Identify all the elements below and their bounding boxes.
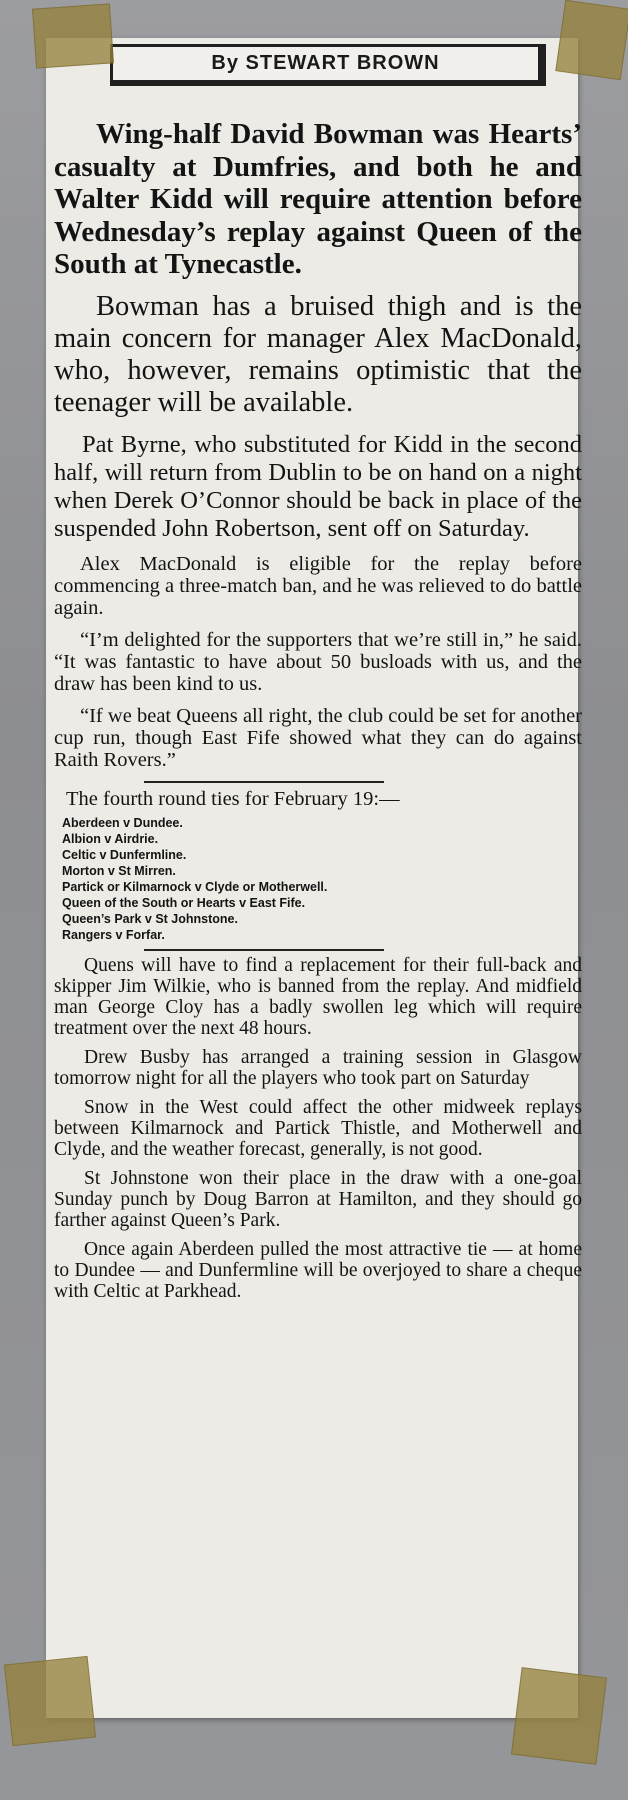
byline-box <box>110 44 546 86</box>
list-item: Partick or Kilmarnock v Clyde or Motherwell. <box>62 879 328 894</box>
list-item: Queen’s Park v St Johnstone. <box>62 911 238 926</box>
article-body <box>54 118 582 1310</box>
paragraph: Alex MacDonald is eligible for the replay before commencing a three-match ban, and he was relieved to do battle again. <box>54 552 582 619</box>
paragraph: St Johnstone won their place in the draw with a one-goal Sunday punch by Doug Barron at Hamilton, and they should go farther against Queen’s Park. <box>54 1167 582 1231</box>
divider <box>144 781 384 783</box>
paragraph: Quens will have to find a replacement for their full-back and skipper Jim Wilkie, who is banned from the replay. And midfield man George Cloy has a badly swollen leg which will require treatment over the next 48 hours. <box>54 954 582 1039</box>
paragraph: “I’m delighted for the supporters that we’re still in,” he said. “It was fantastic to have about 50 busloads with us, and the draw has been kind to us. <box>54 628 582 695</box>
list-item: Rangers v Forfar. <box>62 927 165 942</box>
paragraph: Bowman has a bruised thigh and is the main concern for manager Alex MacDonald, who, however, remains optimistic that the teenager will be available. <box>54 290 582 418</box>
list-item: Aberdeen v Dundee. <box>62 815 183 830</box>
divider <box>144 949 384 951</box>
byline: By STEWART BROWN <box>211 52 440 74</box>
tape-top-left <box>32 3 114 68</box>
list-item: Queen of the South or Hearts v East Fife. <box>62 895 306 910</box>
ties-heading: The fourth round ties for February 19:— <box>66 787 400 810</box>
lead-paragraph: Wing-half David Bowman was Hearts’ casualty at Dumfries, and both he and Walter Kidd will require attention before Wednesday’s replay against Queen of the South at Tynecastle. <box>54 118 582 280</box>
paragraph: “If we beat Queens all right, the club could be set for another cup run, though East Fife showed what they can do against Raith Rovers.” <box>54 704 582 771</box>
paragraph: Drew Busby has arranged a training session in Glasgow tomorrow night for all the players who took part on Saturday <box>54 1046 582 1089</box>
paragraph: Once again Aberdeen pulled the most attractive tie — at home to Dundee — and Dunfermline will be overjoyed to share a cheque with Celtic at Parkhead. <box>54 1238 582 1302</box>
list-item: Celtic v Dunfermline. <box>62 847 187 862</box>
newspaper-clipping <box>46 38 582 1718</box>
paragraph: Pat Byrne, who substituted for Kidd in the second half, will return from Dublin to be on hand on a night when Derek O’Connor should be back in place of the suspended John Robertson, sent off on Saturday. <box>54 430 582 542</box>
paragraph: Snow in the West could affect the other midweek replays between Kilmarnock and Partick Thistle, and Motherwell and Clyde, and the weather forecast, generally, is not good. <box>54 1096 582 1160</box>
list-item: Morton v St Mirren. <box>62 863 176 878</box>
list-item: Albion v Airdrie. <box>62 831 159 846</box>
tape-bottom-left <box>4 1656 96 1746</box>
ties-list <box>62 815 582 943</box>
tape-bottom-right <box>511 1667 607 1765</box>
tape-top-right <box>555 0 628 80</box>
